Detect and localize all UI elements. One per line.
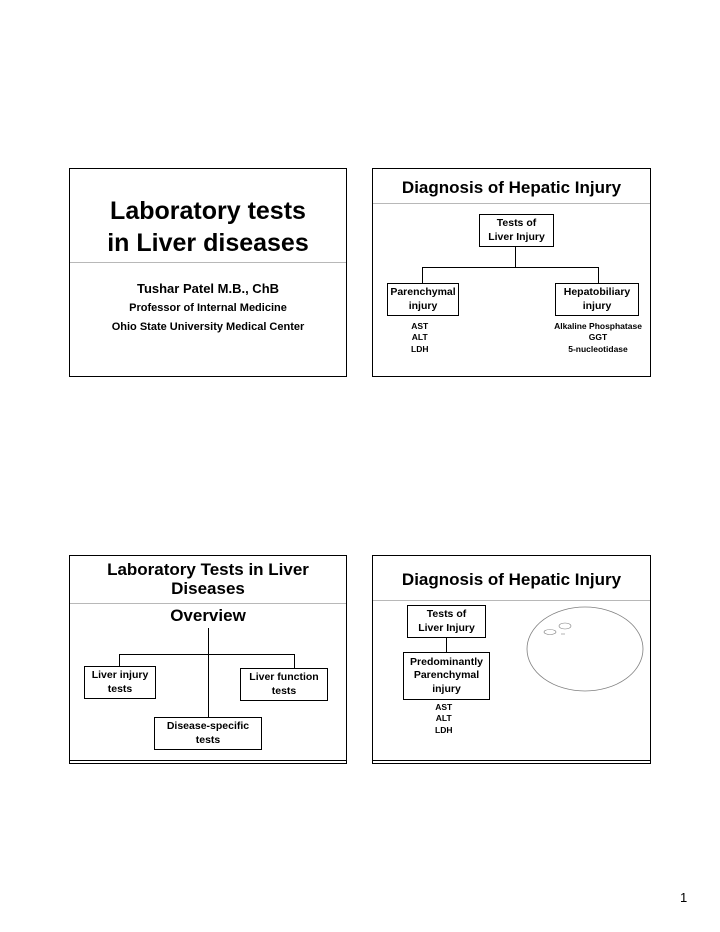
slide2-right-test: Alkaline Phosphatase xyxy=(554,321,642,331)
slide2-connector-vertical xyxy=(515,247,516,267)
slide4-root-line1: Tests of xyxy=(426,607,467,620)
slide3-bottom-line1: Disease-specific xyxy=(166,719,250,732)
slide4-title: Diagnosis of Hepatic Injury xyxy=(401,570,622,589)
slide3-connector-horizontal xyxy=(119,654,295,655)
slide4-child-line2: Parenchymal xyxy=(413,669,480,682)
slide4-divider xyxy=(373,600,650,601)
cell-organelle xyxy=(559,623,571,629)
slide2-connector-right xyxy=(598,267,599,283)
slide4-root-line2: Liver Injury xyxy=(418,621,475,634)
slide4-child-box xyxy=(403,652,490,700)
slide1-institution: Ohio State University Medical Center xyxy=(111,321,305,333)
slide4-root-box xyxy=(407,605,486,638)
page-number: 1 xyxy=(680,890,688,905)
slide1-role: Professor of Internal Medicine xyxy=(129,302,287,314)
slide2-right-test: GGT xyxy=(588,332,608,343)
slide2-root-line1: Tests of xyxy=(496,216,537,229)
slide-diagnosis-parenchymal xyxy=(372,555,651,764)
slide3-subtitle: Overview xyxy=(170,606,246,625)
slide3-title xyxy=(70,560,346,598)
slide2-right-line2: injury xyxy=(582,299,612,312)
slide2-right-box xyxy=(555,283,639,316)
slide2-left-test: LDH xyxy=(411,343,429,354)
slide3-title-line2: Diseases xyxy=(171,579,245,598)
slide3-left-box xyxy=(84,666,156,699)
slide4-tests xyxy=(435,702,452,736)
slide2-connector-left xyxy=(422,267,423,283)
slide1-title-line1: Laboratory tests xyxy=(110,197,306,225)
slide2-left-tests xyxy=(411,321,428,355)
slide3-connector-vertical-top xyxy=(208,628,209,654)
slide4-child-line3: injury xyxy=(432,682,461,695)
cell-nucleus xyxy=(544,630,556,635)
slide1-author: Tushar Patel M.B., ChB xyxy=(136,281,280,296)
slide2-left-box xyxy=(387,283,459,316)
slide2-connector-horizontal xyxy=(422,267,599,268)
slide-title xyxy=(69,168,347,377)
liver-cell-diagram xyxy=(521,604,645,694)
slide3-right-line1: Liver function xyxy=(249,670,319,683)
slide2-left-test: AST xyxy=(411,321,429,331)
slide2-right-line1: Hepatobiliary xyxy=(563,285,631,298)
slide3-left-line2: tests xyxy=(107,682,133,695)
slide3-connector-left xyxy=(119,654,120,666)
cell-outline xyxy=(527,607,643,691)
slide4-child-line1: Predominantly xyxy=(410,655,483,668)
slide3-title-line1: Laboratory Tests in Liver xyxy=(107,560,309,579)
slide3-left-line1: Liver injury xyxy=(91,668,149,681)
slide-diagnosis-hepatic-injury xyxy=(372,168,651,377)
slide3-bottom-rule xyxy=(70,760,346,761)
slide3-connector-center xyxy=(208,654,209,717)
slide4-test: LDH xyxy=(435,724,453,735)
slide2-left-test: ALT xyxy=(411,332,428,343)
slide4-test: AST xyxy=(435,702,453,712)
slide2-right-test: 5-nucleotidase xyxy=(568,343,628,354)
slide4-connector-vertical xyxy=(446,638,447,652)
slide1-title-line2: in Liver diseases xyxy=(107,229,309,257)
slide3-bottom-line2: tests xyxy=(195,733,221,746)
slide2-left-line1: Parenchymal xyxy=(390,285,456,298)
slide1-title xyxy=(70,195,346,259)
slide3-right-box xyxy=(240,668,328,701)
slide2-title: Diagnosis of Hepatic Injury xyxy=(401,178,622,197)
slide2-divider xyxy=(373,203,650,204)
slide2-root-box xyxy=(479,214,554,247)
slide2-right-tests xyxy=(543,321,653,355)
slide-overview xyxy=(69,555,347,764)
slide4-bottom-rule xyxy=(373,760,650,761)
slide1-divider xyxy=(70,262,346,263)
slide3-divider xyxy=(70,603,346,604)
slide3-bottom-box xyxy=(154,717,262,750)
slide2-root-line2: Liver Injury xyxy=(488,230,545,243)
slide4-test: ALT xyxy=(435,713,452,724)
slide2-left-line2: injury xyxy=(408,299,438,312)
slide3-connector-right xyxy=(294,654,295,668)
slide3-right-line2: tests xyxy=(271,684,297,697)
